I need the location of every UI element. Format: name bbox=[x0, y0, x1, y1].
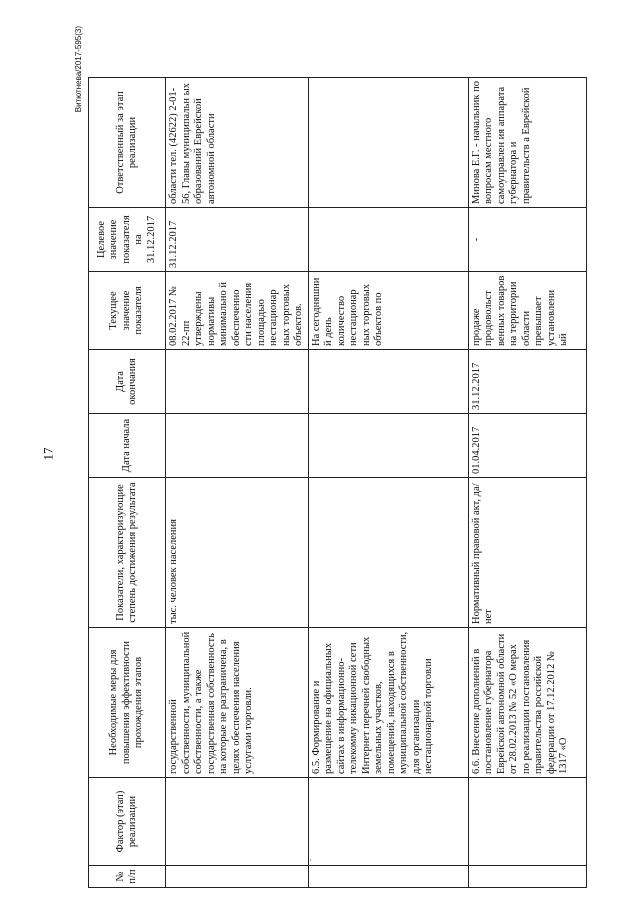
cell-current: 08.02.2017 № 22-пп утверждены нормативы минимально й обеспеченно сти населения площадью нестационар ных торговых объектов. bbox=[166, 272, 309, 350]
header-factor: Фактор (этап) реализации bbox=[89, 778, 166, 866]
cell-num bbox=[166, 866, 309, 888]
cell-num bbox=[308, 866, 468, 888]
header-start: Дата начала bbox=[89, 414, 166, 478]
cell-indicator bbox=[308, 478, 468, 628]
page-number: 17 bbox=[40, 447, 56, 461]
header-indicator: Показатели, характеризующие степень достижения результата bbox=[89, 478, 166, 628]
cell-current: продаже продовольст венных товаров на территории области превышает установлени ый bbox=[468, 272, 586, 350]
cell-measures: 6.5. Формирование и размещение на официальных сайтах в информационно-телекомму никационной сети Интернет перечней свободных земельных участков, помещений, находящихся в муниципальной собственности, для организации нестационарной торговли bbox=[308, 628, 468, 778]
cell-target: 31.12.2017 bbox=[166, 208, 309, 272]
cell-start: 01.04.2017 bbox=[468, 414, 586, 478]
header-measures: Необходимые меры для повышения эффективности прохождения этапов bbox=[89, 628, 166, 778]
header-current: Текущее значение показателя bbox=[89, 272, 166, 350]
cell-indicator: тыс. человек населения bbox=[166, 478, 309, 628]
cell-responsible: области тел. (42622) 2-01-56, Главы муниципальн ых образований Еврейской автономной области bbox=[166, 78, 309, 208]
header-num: № п/п bbox=[89, 866, 166, 888]
cell-start bbox=[166, 414, 309, 478]
table-row bbox=[308, 78, 468, 888]
table-row bbox=[166, 78, 309, 888]
cell-end bbox=[166, 350, 309, 414]
cell-current: На сегодняшни й день количество нестационар ных торговых объектов по bbox=[308, 272, 468, 350]
cell-num bbox=[468, 866, 586, 888]
cell-target bbox=[308, 208, 468, 272]
stray-mark: ' bbox=[310, 858, 312, 867]
cell-responsible: Минова Е.Г. - начальник по вопросам местного самоуправлен ия аппарата губернатора и правительств а Еврейской bbox=[468, 78, 586, 208]
cell-target: - bbox=[468, 208, 586, 272]
header-end: Дата окончания bbox=[89, 350, 166, 414]
table-row bbox=[468, 78, 586, 888]
cell-indicator: Нормативный правовой акт, да/нет bbox=[468, 478, 586, 628]
header-responsible: Ответственный за этап реализации bbox=[89, 78, 166, 208]
cell-start bbox=[308, 414, 468, 478]
header-target: Целевое значение показателя на 31.12.2017 bbox=[89, 208, 166, 272]
cell-factor bbox=[166, 778, 312, 867]
measures-table bbox=[88, 77, 587, 888]
cell-end: 31.12.2017 bbox=[468, 350, 586, 414]
cell-end bbox=[308, 350, 468, 414]
rotated-page bbox=[74, 26, 588, 888]
header-row bbox=[89, 78, 166, 888]
cell-factor bbox=[468, 778, 586, 866]
cell-measures: 6.6. Внесение дополнений в постановление губернатора Еврейской автономной области от 28.02.2013 № 52 «О мерах по реализации постановления правительства российской федерации от 17.12.2012 № 1317 «О bbox=[468, 628, 586, 778]
cell-measures: государственной собственности, муниципальной собственности, а также государственная собственность на которые не разграничена, в целях обеспечения населения услугами торговли. bbox=[166, 628, 309, 778]
cell-responsible bbox=[308, 78, 468, 208]
cell-factor bbox=[308, 778, 468, 866]
footer-code: Витютнева/2017-595(3) bbox=[74, 26, 83, 113]
